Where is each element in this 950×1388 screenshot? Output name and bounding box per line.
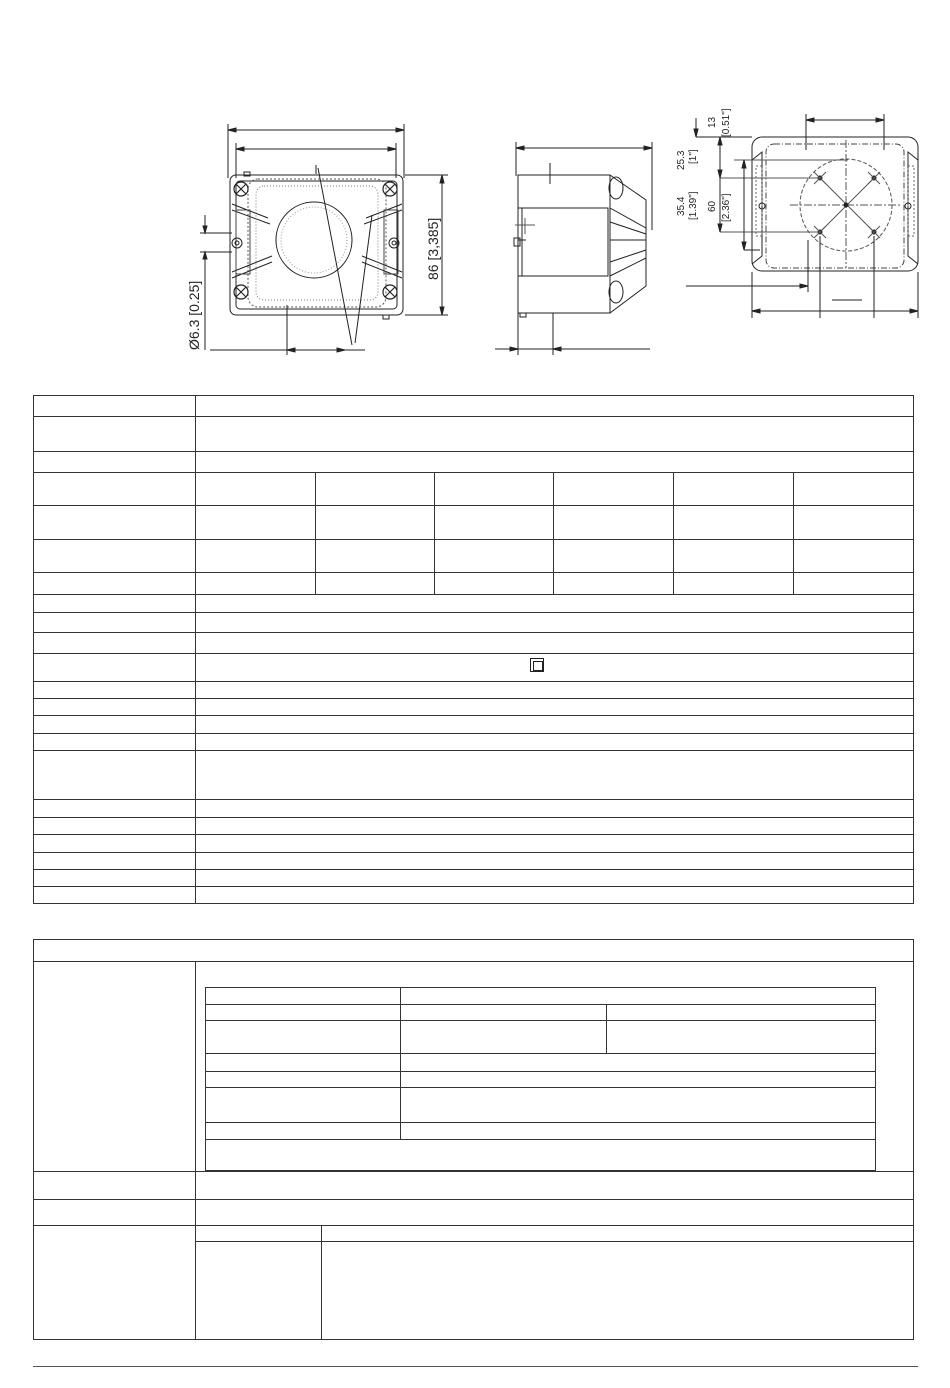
table-row [34,751,914,800]
side-view [495,142,652,355]
table-row [205,1005,875,1021]
front-view [200,124,448,355]
table-row [205,1054,875,1072]
table-row [34,818,914,835]
table-row [34,962,914,1172]
table-row [34,473,914,506]
table-row [34,716,914,734]
table-row [34,654,914,682]
table-row [34,540,914,573]
table-row [34,699,914,716]
nested-table [205,987,876,1171]
height-dimension: 86 [3,385] [425,217,441,280]
double-insulation-icon [530,658,544,672]
specification-table [33,395,914,904]
table-row [34,506,914,540]
table-row [205,1123,875,1140]
table-row [205,1072,875,1088]
table-row [34,1172,914,1200]
table-row [34,870,914,887]
offset-60-in: [2.36"] [721,193,732,222]
table-row [34,573,914,595]
table-row [205,1021,875,1054]
table-row [34,396,914,417]
hole-diameter-dimension: Ø6.3 [0.25] [186,280,202,350]
table-row [34,613,914,633]
table-row [34,940,914,962]
offset-25-in: [1"] [688,149,699,164]
top-offset-mm: 13 [707,116,718,128]
table-row [34,682,914,699]
footer-rule [33,1366,918,1367]
table-row [34,887,914,904]
offset-35-in: [1.39"] [688,191,699,220]
top-offset-in: [0.51"] [721,108,732,137]
accessories-table [33,939,914,1340]
table-row [34,734,914,751]
table-row [205,988,875,1005]
offset-35-mm: 35.4 [676,196,687,216]
table-row [34,417,914,452]
offset-60-mm: 60 [707,200,718,212]
table-row [34,1226,914,1242]
table-row [34,800,914,818]
table-row [34,835,914,853]
offset-25-mm: 25.3 [676,150,687,170]
table-row [34,853,914,870]
table-row [205,1088,875,1123]
table-row [34,595,914,613]
table-row [34,1200,914,1226]
table-row [34,452,914,473]
table-row [205,1140,875,1171]
technical-drawing [0,0,950,370]
table-row [34,633,914,654]
